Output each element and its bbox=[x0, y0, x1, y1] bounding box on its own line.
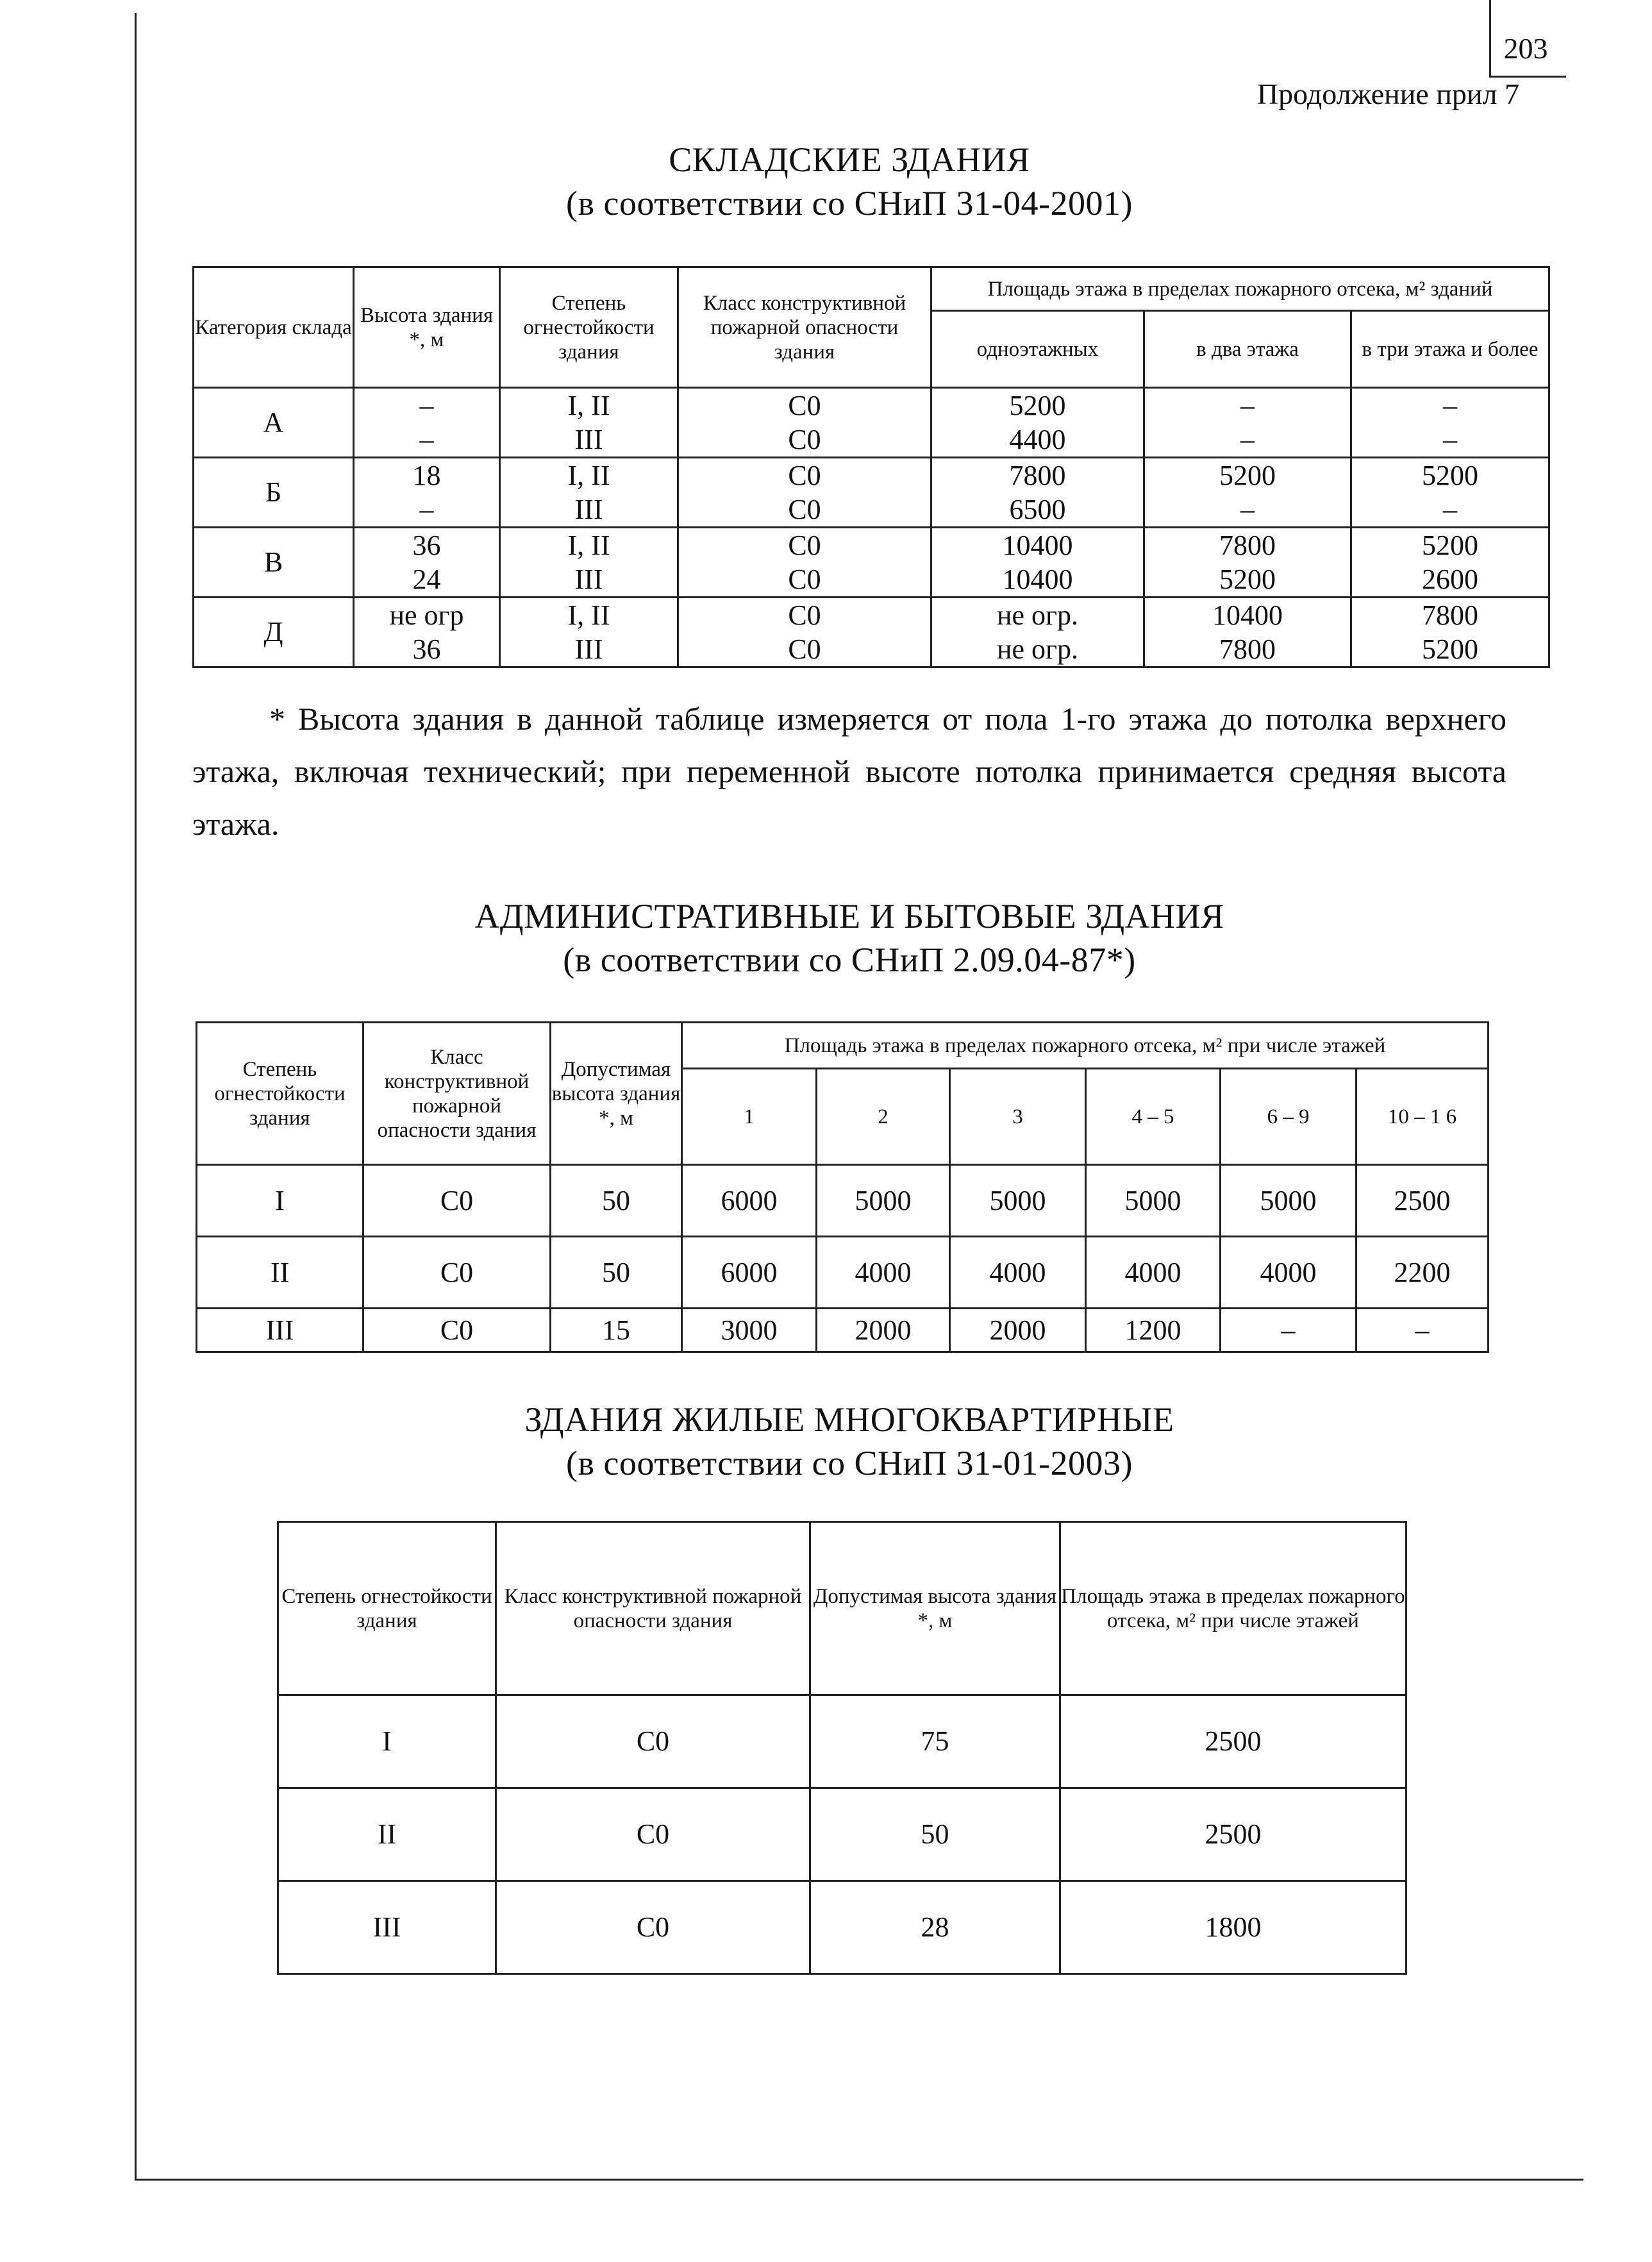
table-row bbox=[278, 1788, 1406, 1881]
degree-cell: I, II III bbox=[500, 598, 678, 667]
continuation-label: Продолжение прил 7 bbox=[1256, 78, 1519, 110]
degree-cell: I bbox=[278, 1695, 496, 1788]
class-cell: С0 bbox=[496, 1881, 810, 1974]
header-fire-degree: Степень огнестойкости здания bbox=[500, 267, 678, 388]
section1-subtitle: (в соответствии со СНиП 31-04-2001) bbox=[566, 184, 1133, 222]
three-plus-cell: 5200 – bbox=[1351, 458, 1549, 528]
height-cell: 50 bbox=[551, 1165, 682, 1237]
category-cell: Б bbox=[194, 458, 354, 528]
degree-cell: III bbox=[278, 1881, 496, 1974]
section1-title: СКЛАДСКИЕ ЗДАНИЯ bbox=[669, 140, 1030, 179]
header-class: Класс конструктивной пожарной опасности здания bbox=[363, 1023, 551, 1165]
area-cell: 5000 bbox=[817, 1165, 950, 1237]
area-cell: 1200 bbox=[1086, 1309, 1221, 1352]
class-cell: С0 bbox=[496, 1788, 810, 1881]
table-row bbox=[194, 458, 1549, 528]
section3-heading bbox=[321, 1398, 1378, 1485]
class-cell: С0 С0 bbox=[678, 528, 931, 598]
table-row bbox=[197, 1165, 1489, 1237]
header-category: Категория склада bbox=[194, 267, 354, 388]
one-floor-cell: 7800 6500 bbox=[931, 458, 1144, 528]
height-cell: 50 bbox=[551, 1237, 682, 1309]
residential-table bbox=[277, 1521, 1407, 1975]
area-cell: 5000 bbox=[1086, 1165, 1221, 1237]
section2-subtitle: (в соответствии со СНиП 2.09.04-87*) bbox=[563, 941, 1136, 979]
height-cell: не огр 36 bbox=[354, 598, 500, 667]
table-row bbox=[194, 388, 1549, 458]
section3-subtitle: (в соответствии со СНиП 31-01-2003) bbox=[566, 1444, 1133, 1482]
degree-cell: I, II III bbox=[500, 458, 678, 528]
area-cell: 4000 bbox=[817, 1237, 950, 1309]
degree-cell: I, II III bbox=[500, 528, 678, 598]
table-row bbox=[194, 528, 1549, 598]
header-area-group: Площадь этажа в пределах пожарного отсека, м² зданий bbox=[931, 267, 1549, 311]
height-cell: 36 24 bbox=[354, 528, 500, 598]
one-floor-cell: не огр. не огр. bbox=[931, 598, 1144, 667]
section1-heading bbox=[385, 138, 1314, 225]
header-height: Высота здания *, м bbox=[354, 267, 500, 388]
area-cell: 2000 bbox=[950, 1309, 1086, 1352]
page-number: 203 bbox=[1503, 31, 1548, 65]
class-cell: С0 С0 bbox=[678, 598, 931, 667]
header-two-floors: в два этажа bbox=[1144, 311, 1351, 388]
header-floors-4-5: 4 – 5 bbox=[1086, 1069, 1221, 1165]
class-cell: С0 С0 bbox=[678, 388, 931, 458]
area-cell: 1800 bbox=[1060, 1881, 1406, 1974]
class-cell: С0 С0 bbox=[678, 458, 931, 528]
area-cell: 2500 bbox=[1060, 1788, 1406, 1881]
height-cell: 75 bbox=[810, 1695, 1060, 1788]
class-cell: С0 bbox=[363, 1309, 551, 1352]
header-height: Допустимая высота здания *, м bbox=[551, 1023, 682, 1165]
table-row bbox=[197, 1237, 1489, 1309]
height-cell: – – bbox=[354, 388, 500, 458]
header-class: Класс конструктивной пожарной опасности здания bbox=[496, 1522, 810, 1695]
height-cell: 28 bbox=[810, 1881, 1060, 1974]
table-row bbox=[194, 598, 1549, 667]
degree-cell: II bbox=[197, 1237, 363, 1309]
class-cell: С0 bbox=[363, 1237, 551, 1309]
area-cell: – bbox=[1221, 1309, 1356, 1352]
three-plus-cell: 7800 5200 bbox=[1351, 598, 1549, 667]
area-cell: 4000 bbox=[1221, 1237, 1356, 1309]
header-area-group: Площадь этажа в пределах пожарного отсека, м² при числе этажей bbox=[682, 1023, 1489, 1069]
area-cell: 6000 bbox=[682, 1237, 817, 1309]
header-floors-6-9: 6 – 9 bbox=[1221, 1069, 1356, 1165]
page-bottom-rule bbox=[135, 2179, 1583, 2181]
two-floors-cell: 5200 – bbox=[1144, 458, 1351, 528]
table-row bbox=[278, 1881, 1406, 1974]
area-cell: 6000 bbox=[682, 1165, 817, 1237]
area-cell: 3000 bbox=[682, 1309, 817, 1352]
category-cell: Д bbox=[194, 598, 354, 667]
category-cell: В bbox=[194, 528, 354, 598]
height-cell: 50 bbox=[810, 1788, 1060, 1881]
section3-title: ЗДАНИЯ ЖИЛЫЕ МНОГОКВАРТИРНЫЕ bbox=[524, 1400, 1174, 1439]
height-cell: 15 bbox=[551, 1309, 682, 1352]
three-plus-cell: – – bbox=[1351, 388, 1549, 458]
height-cell: 18 – bbox=[354, 458, 500, 528]
header-fire-degree: Степень огнестойкости здания bbox=[278, 1522, 496, 1695]
area-cell: 4000 bbox=[1086, 1237, 1221, 1309]
header-fire-degree: Степень огнестойкости здания bbox=[197, 1023, 363, 1165]
class-cell: С0 bbox=[363, 1165, 551, 1237]
class-cell: С0 bbox=[496, 1695, 810, 1788]
area-cell: 2500 bbox=[1060, 1695, 1406, 1788]
header-floors-3: 3 bbox=[950, 1069, 1086, 1165]
degree-cell: III bbox=[197, 1309, 363, 1352]
area-cell: 5000 bbox=[1221, 1165, 1356, 1237]
one-floor-cell: 5200 4400 bbox=[931, 388, 1144, 458]
page-left-rule bbox=[135, 13, 137, 2180]
two-floors-cell: 7800 5200 bbox=[1144, 528, 1351, 598]
header-floors-10-16: 10 – 1 6 bbox=[1356, 1069, 1489, 1165]
degree-cell: I, II III bbox=[500, 388, 678, 458]
header-floors-2: 2 bbox=[817, 1069, 950, 1165]
area-cell: 2200 bbox=[1356, 1237, 1489, 1309]
table-row bbox=[278, 1695, 1406, 1788]
header-one-floor: одноэтажных bbox=[931, 311, 1144, 388]
header-area: Площадь этажа в пределах пожарного отсека, м² при числе этажей bbox=[1060, 1522, 1406, 1695]
admin-table bbox=[196, 1021, 1489, 1353]
degree-cell: II bbox=[278, 1788, 496, 1881]
two-floors-cell: – – bbox=[1144, 388, 1351, 458]
area-cell: 2000 bbox=[817, 1309, 950, 1352]
header-floors-1: 1 bbox=[682, 1069, 817, 1165]
one-floor-cell: 10400 10400 bbox=[931, 528, 1144, 598]
table-row bbox=[197, 1309, 1489, 1352]
area-cell: – bbox=[1356, 1309, 1489, 1352]
area-cell: 5000 bbox=[950, 1165, 1086, 1237]
header-class: Класс конструктивной пожарной опасности здания bbox=[678, 267, 931, 388]
three-plus-cell: 5200 2600 bbox=[1351, 528, 1549, 598]
area-cell: 2500 bbox=[1356, 1165, 1489, 1237]
two-floors-cell: 10400 7800 bbox=[1144, 598, 1351, 667]
section2-heading bbox=[321, 894, 1378, 982]
section2-title: АДМИНИСТРАТИВНЫЕ И БЫТОВЫЕ ЗДАНИЯ bbox=[474, 897, 1224, 935]
category-cell: А bbox=[194, 388, 354, 458]
warehouse-table bbox=[192, 266, 1550, 668]
height-footnote: * Высота здания в данной таблице измеряется от пола 1-го этажа до потолка верхнего этажа, включая технический; при переменной высоте потолка принимается средняя высота этажа. bbox=[192, 701, 1506, 842]
area-cell: 4000 bbox=[950, 1237, 1086, 1309]
degree-cell: I bbox=[197, 1165, 363, 1237]
header-three-plus: в три этажа и более bbox=[1351, 311, 1549, 388]
header-height: Допустимая высота здания *, м bbox=[810, 1522, 1060, 1695]
